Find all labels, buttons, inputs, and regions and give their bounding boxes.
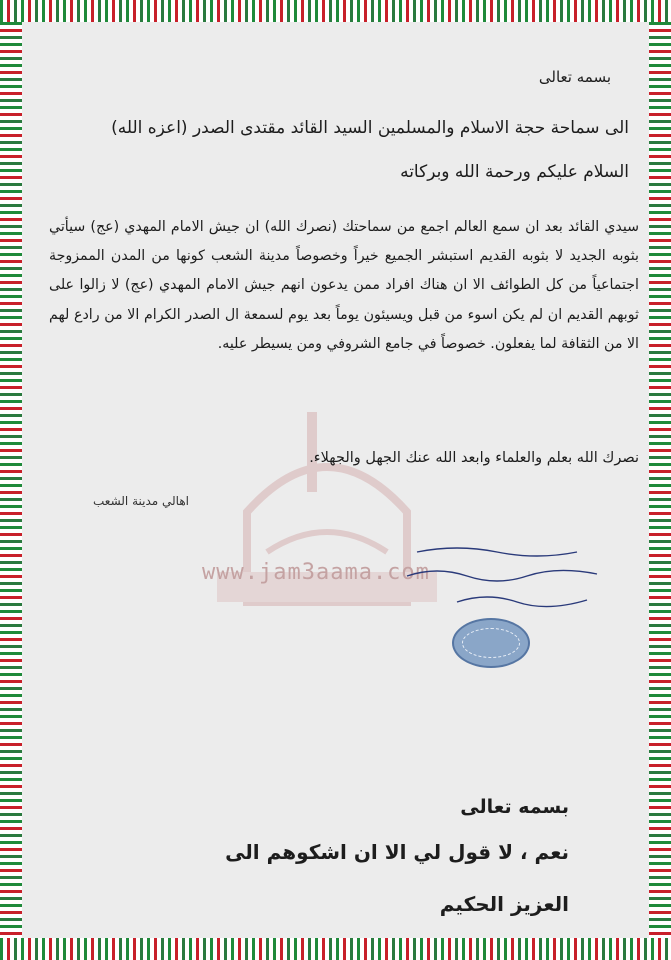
decorative-border-right [649,22,671,938]
letter-addressee: الى سماحة حجة الاسلام والمسلمين السيد القائد مقتدى الصدر (اعزه الله) [111,118,629,138]
decorative-border-top [0,0,671,22]
letter-body: سيدي القائد بعد ان سمع العالم اجمع من سماحتك (نصرك الله) ان جيش الامام المهدي (عج) سيأتي بثوبه الجديد لا بثوبه القديم استبشر الجميع خيراً وخصوصاً مدينة الشعب كونها من المدن الممزوجة اجتماعياً من كل الطوائف الا ان هناك افراد ممن يدعون انهم جيش الامام المهدي (عج) لا زالوا على ثوبهم القديم ان لم يكن اسوء من قبل ويسيئون يوماً بعد يوم لسمعة ال الصدر الكرام الا من رادع لهم الا من الثقافة لما يفعلون. خصوصاً في جامع الشروفي ومن يسيطر عليه. [49,219,639,352]
decorative-border-left [0,22,22,938]
letter-signature: اهالي مدينة الشعب [93,494,189,508]
watermark-url: www.jam3aama.com [202,560,430,585]
reply-line-2: نعم ، لا قول لي الا ان اشكوهم الى [225,840,569,864]
letter-basmala: بسمه تعالى [538,68,611,86]
reply-basmala: بسمه تعالى [460,796,569,818]
handwritten-note [397,542,617,622]
scanned-letter-page [22,22,649,938]
official-seal-stamp [452,618,530,668]
letter-greeting: السلام عليكم ورحمة الله وبركاته [400,162,629,182]
letter-closing: نصرك الله بعلم والعلماء وابعد الله عنك الجهل والجهلاء. [309,450,639,466]
decorative-border-bottom [0,938,671,960]
reply-line-3: العزيز الحكيم [439,892,569,916]
